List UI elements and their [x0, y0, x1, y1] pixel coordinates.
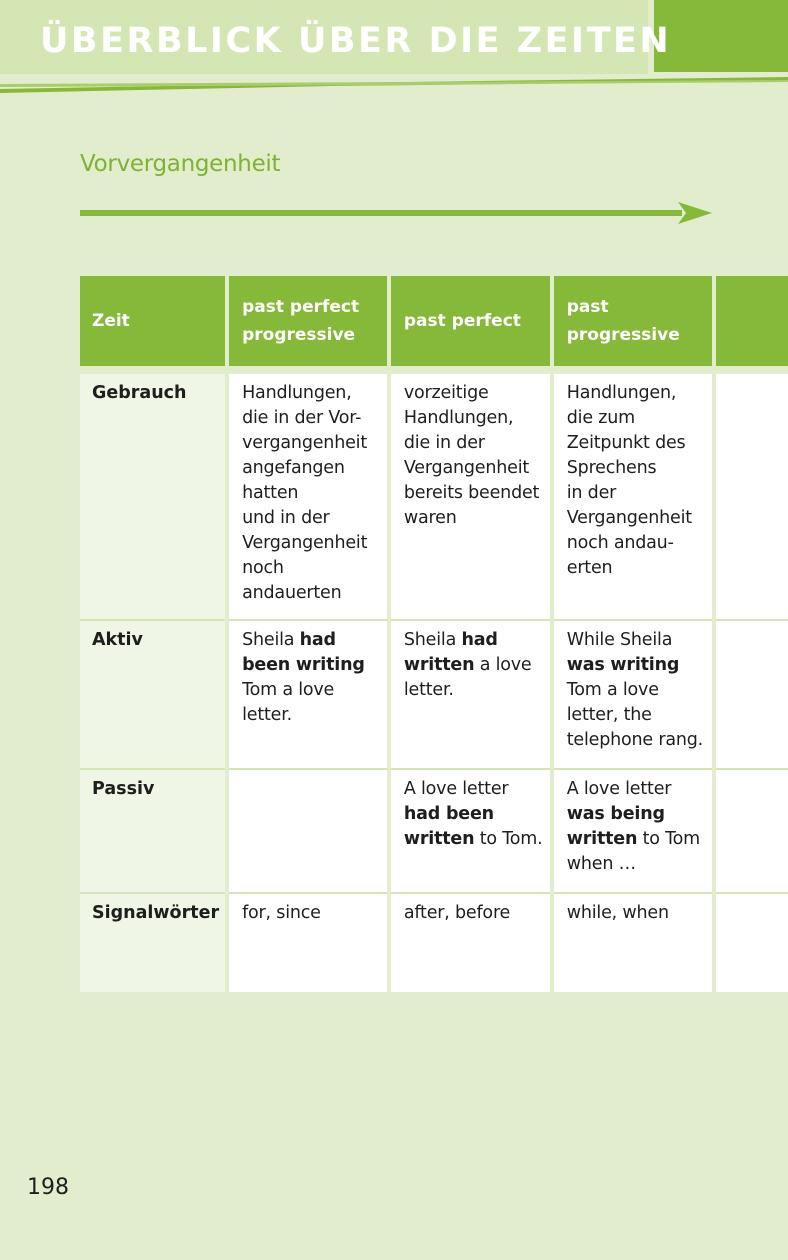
cell-line — [567, 852, 707, 877]
table-header-row — [80, 276, 788, 370]
bold-phrase: had — [299, 630, 336, 650]
cell-line: die in der Vor- — [242, 408, 362, 428]
cell-line: in der — [566, 483, 617, 503]
cell-gebrauch-past-perfect — [389, 370, 552, 620]
row-label-aktiv: Aktiv — [80, 620, 227, 769]
cell-aktiv-past-perfect-progressive — [227, 620, 389, 769]
row-label-gebrauch: Gebrauch — [80, 370, 227, 620]
table-row-aktiv — [80, 620, 788, 769]
cell-line: Zeitpunkt des — [566, 433, 686, 453]
header-cell-past-progressive — [552, 276, 715, 370]
header-accent-block — [654, 0, 788, 72]
cell-line: after, before — [403, 903, 511, 923]
plain-phrase: letter. — [242, 705, 292, 725]
bold-phrase: was being — [566, 804, 665, 824]
cell-line — [242, 653, 381, 678]
cell-signal-past-progressive — [552, 893, 715, 992]
bold-phrase: written — [403, 655, 475, 675]
cell-line: progressive — [242, 325, 356, 345]
cell-line — [567, 678, 707, 703]
cell-line — [242, 703, 381, 728]
cell-aktiv-past-perfect — [389, 620, 552, 769]
cell-line — [567, 777, 707, 802]
cell-signal-past-perfect-progressive — [227, 893, 389, 992]
cell-line — [242, 678, 381, 703]
bold-phrase: had — [461, 630, 498, 650]
row-label-passiv: Passiv — [80, 769, 227, 893]
cell-line — [567, 827, 707, 852]
header-cell-zeit: Zeit — [80, 276, 227, 370]
table-row-passiv — [80, 769, 788, 893]
header-cell-past-perfect — [389, 276, 552, 370]
cell-gebrauch-empty — [714, 370, 788, 620]
tenses-table — [80, 276, 788, 992]
header-cell-past-perfect-progressive — [227, 276, 389, 370]
cell-line — [404, 777, 544, 802]
cell-signal-past-perfect — [389, 893, 552, 992]
cell-line — [567, 628, 707, 653]
bold-phrase: had been — [403, 804, 494, 824]
cell-aktiv-empty — [714, 620, 788, 769]
plain-phrase: to Tom. — [474, 829, 543, 849]
cell-line: Vergangenheit — [566, 508, 692, 528]
plain-phrase: While Sheila — [566, 630, 673, 650]
bold-phrase: written — [403, 829, 475, 849]
bold-phrase: been writing — [242, 655, 365, 675]
cell-line: andauerten — [242, 583, 342, 603]
cell-line: Sprechens — [566, 458, 657, 478]
cell-line: erten — [566, 558, 613, 578]
cell-passiv-past-perfect-progressive — [227, 769, 389, 893]
cell-line — [567, 703, 707, 728]
cell-line: Handlungen, — [242, 383, 352, 403]
cell-line: hatten — [242, 483, 299, 503]
plain-phrase: a love — [474, 655, 532, 675]
cell-gebrauch-past-progressive — [552, 370, 715, 620]
header-divider — [0, 74, 788, 96]
cell-line — [404, 628, 544, 653]
cell-line: waren — [403, 508, 457, 528]
plain-phrase: Sheila — [242, 630, 300, 650]
bold-phrase: was writing — [566, 655, 680, 675]
table-row-signalwoerter — [80, 893, 788, 992]
header-cell-empty — [714, 276, 788, 370]
cell-line: bereits beendet — [403, 483, 540, 503]
cell-line: for, since — [242, 903, 321, 923]
plain-phrase: telephone rang. — [566, 730, 704, 750]
cell-line: und in der — [242, 508, 330, 528]
cell-line — [404, 827, 544, 852]
plain-phrase: letter. — [403, 680, 454, 700]
cell-line: progressive — [566, 325, 680, 345]
timeline-arrow-icon — [80, 199, 712, 227]
cell-line: die zum — [566, 408, 635, 428]
cell-line: Handlungen, — [403, 408, 514, 428]
cell-line: past perfect — [242, 297, 360, 317]
cell-line: noch — [242, 558, 284, 578]
cell-passiv-past-perfect — [389, 769, 552, 893]
plain-phrase: A love letter — [566, 779, 672, 799]
cell-aktiv-past-progressive — [552, 620, 715, 769]
cell-line — [567, 728, 707, 753]
cell-gebrauch-past-perfect-progressive — [227, 370, 389, 620]
cell-line: die in der — [403, 433, 485, 453]
plain-phrase: Tom a love — [242, 680, 335, 700]
cell-line: Vergangenheit — [403, 458, 530, 478]
cell-line — [404, 802, 544, 827]
cell-passiv-past-progressive — [552, 769, 715, 893]
cell-line: Vergangenheit — [242, 533, 368, 553]
plain-phrase: to Tom — [637, 829, 700, 849]
cell-line: noch andau- — [566, 533, 674, 553]
plain-phrase: letter, the — [566, 705, 652, 725]
cell-line — [567, 653, 707, 678]
plain-phrase: Sheila — [403, 630, 462, 650]
page-header-title: ÜBERBLICK ÜBER DIE ZEITEN — [40, 21, 672, 61]
cell-line: vergangenheit — [242, 433, 367, 453]
section-title: Vorvergangenheit — [80, 151, 281, 177]
cell-line: angefangen — [242, 458, 345, 478]
cell-line — [242, 628, 381, 653]
plain-phrase: Tom a love — [566, 680, 659, 700]
cell-line: while, when — [566, 903, 669, 923]
table-row-gebrauch — [80, 370, 788, 620]
cell-line: past — [566, 297, 609, 317]
cell-line: past perfect — [403, 311, 521, 331]
plain-phrase: when … — [566, 854, 636, 874]
page-number: 198 — [27, 1175, 69, 1200]
cell-line — [404, 678, 544, 703]
cell-line — [567, 802, 707, 827]
cell-line: Handlungen, — [566, 383, 677, 403]
cell-line: vorzeitige — [403, 383, 489, 403]
cell-signal-empty — [714, 893, 788, 992]
cell-passiv-empty — [714, 769, 788, 893]
row-label-signalwoerter: Signalwörter — [80, 893, 227, 992]
bold-phrase: written — [566, 829, 638, 849]
cell-line — [404, 653, 544, 678]
plain-phrase: A love letter — [403, 779, 509, 799]
